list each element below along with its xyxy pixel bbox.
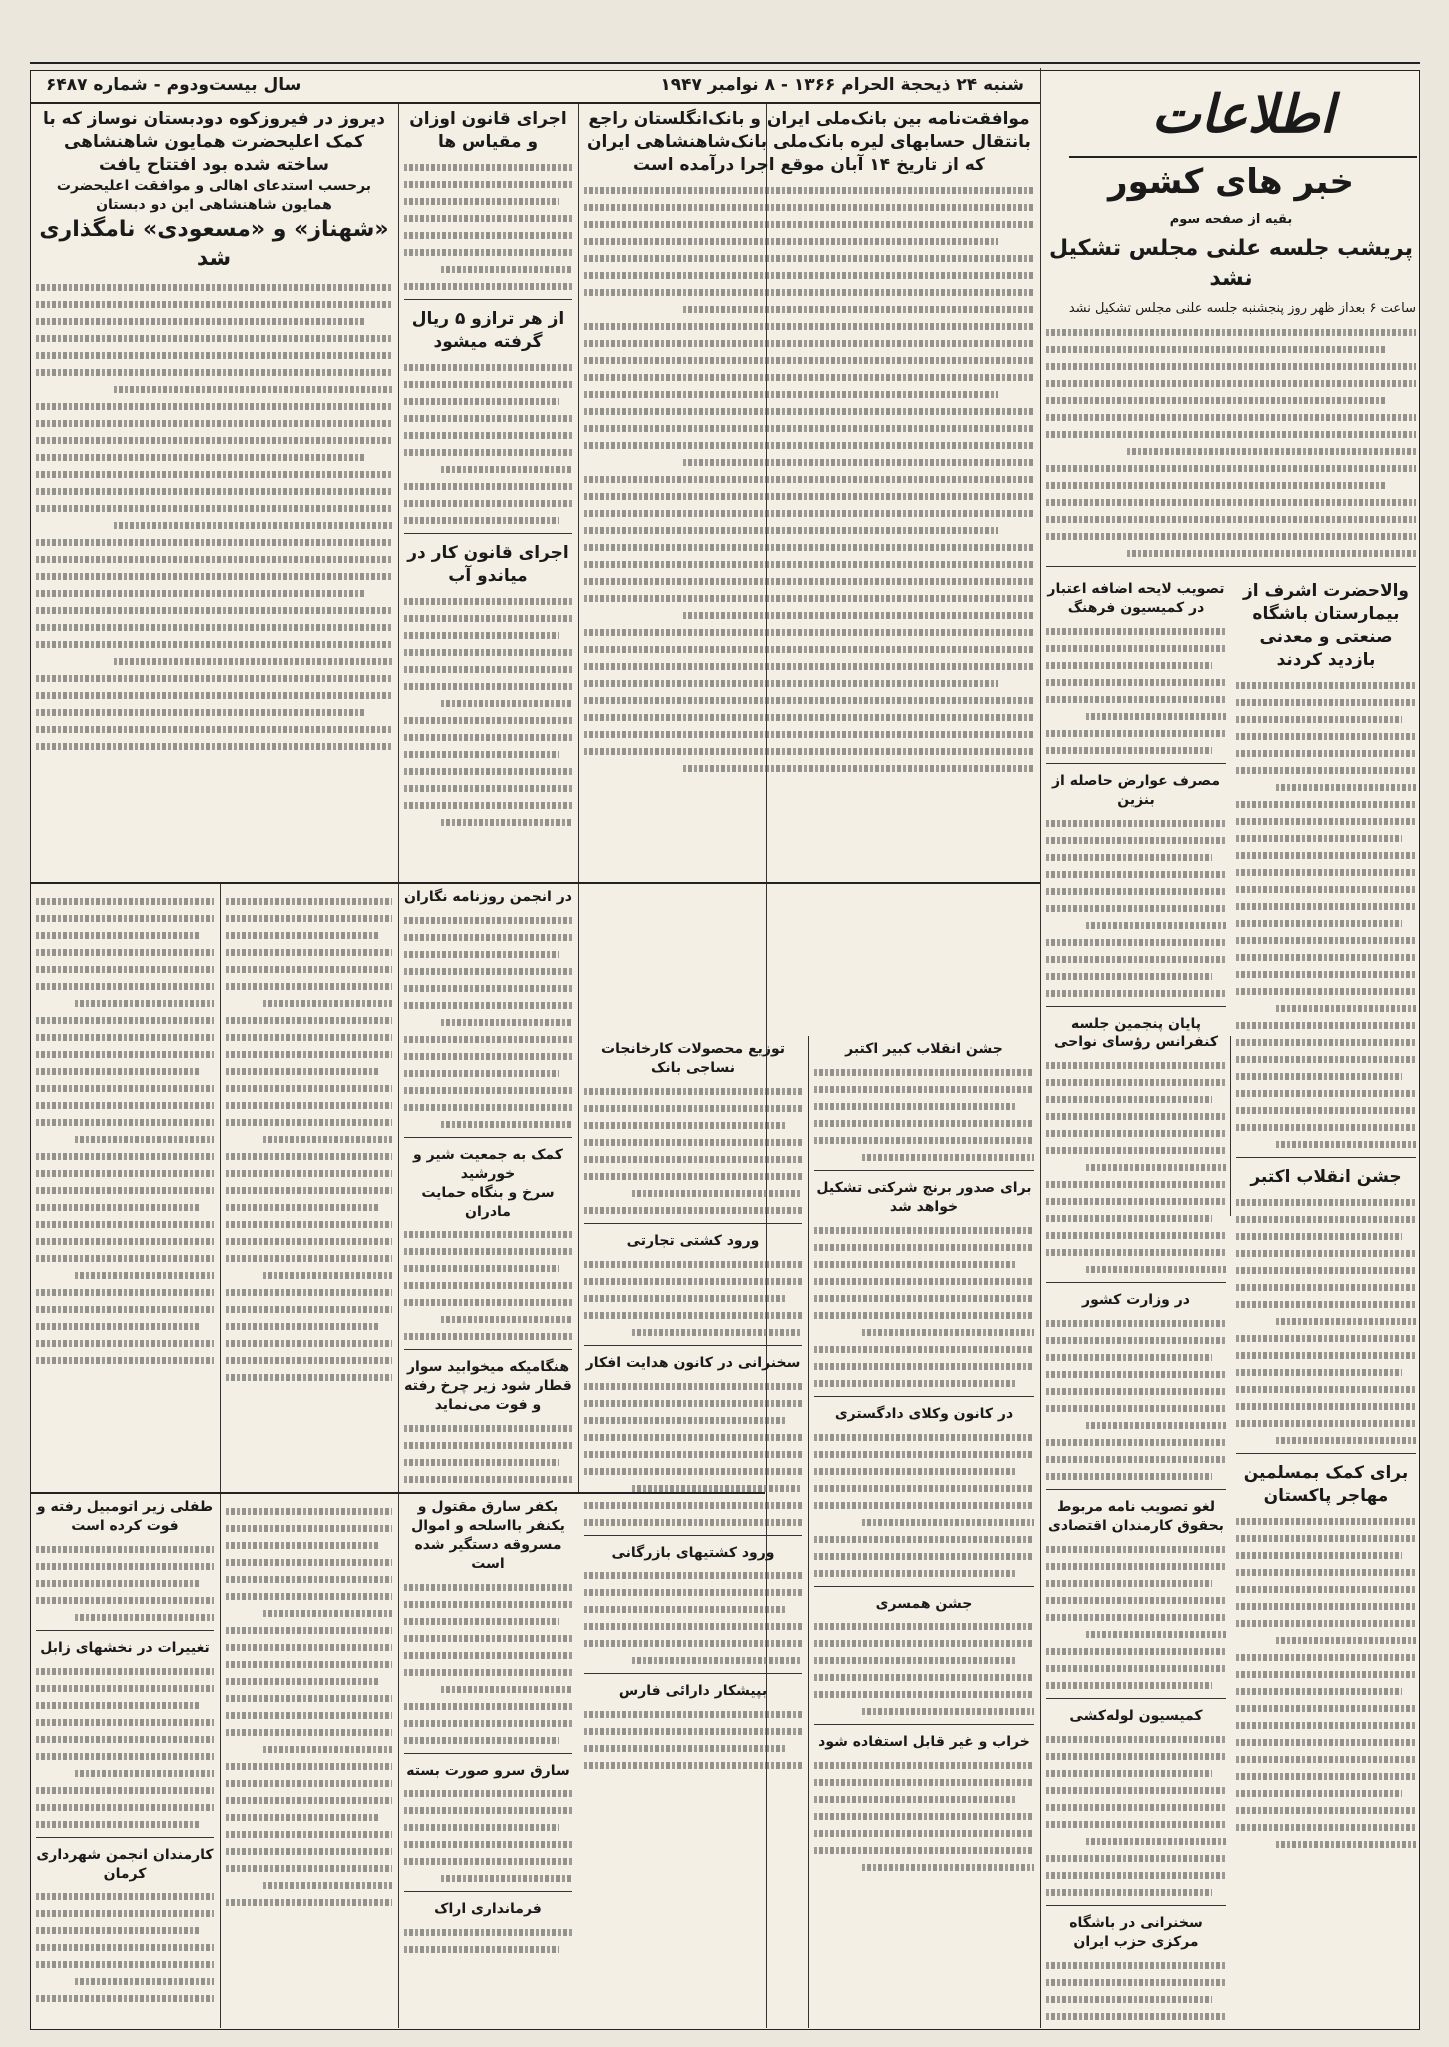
column-right-lower-b: [1046, 580, 1226, 2020]
column-divider: [578, 884, 579, 1492]
headline-mothers-aid: سرخ و بنگاه حمایت مادران: [421, 1184, 555, 1220]
article-salary-body: [1046, 1546, 1226, 1689]
column-mid-lower-a: [814, 1040, 1034, 2020]
headline-salary-decree: لغو تصویب نامه مربوط بحقوق کارمندان اقتصادی: [1048, 1499, 1224, 1535]
article-mothers-body: [404, 1231, 572, 1340]
column-left-bottom: [36, 1498, 214, 2018]
column-theft-b: [226, 1498, 392, 2018]
headline-scale-fee: از هر ترازو ۵ ریال گرفته میشود: [411, 308, 565, 352]
column-journalists: [404, 888, 572, 1488]
article-arak-body: [404, 1929, 572, 1953]
column-right-lower: [1236, 580, 1416, 2020]
article-culture-body: [1046, 628, 1226, 754]
headline-pakistan-aid: برای کمک بمسلمین مهاجر پاکستان: [1243, 1462, 1409, 1506]
headline-train-accident: هنگامیکه میخوابید سوار قطار شود زیر چرخ رفته و فوت می‌نماید: [404, 1359, 572, 1414]
headline-bank-agreement: موافقت‌نامه بین بانک‌ملی ایران و بانک‌انگلستان راجع بانتقال حسابهای لیره بانک‌ملی بانک‌شاهنشاهی ایران که از تاریخ ۱۴ آبان موقع اجرا درآمده است: [587, 109, 1031, 175]
article-lawyers-body: [814, 1434, 1034, 1577]
column-divider: [808, 1036, 809, 2028]
headline-school-names: «شهناز» و «مسعودی» نامگذاری شد: [39, 216, 389, 272]
article-train-body: [404, 1425, 572, 1483]
article-ashraf-body: [1236, 682, 1416, 1148]
headline-child-accident: طفلی زیر اتومبیل رفته و فوت کرده است: [36, 1499, 214, 1534]
headline-red-lion: کمک به جمعیت شیر و خورشید: [413, 1146, 563, 1182]
headline-pipeline: کمیسیون لوله‌کشی: [1069, 1708, 1203, 1725]
article-pipeline-body: [1046, 1736, 1226, 1896]
headline-firuzkuh-schools: دیروز در فیروزکوه دودبستان نوساز که با کمک اعلیحضرت همایون شاهنشاهی ساخته شده بود افتتاح یافت: [42, 109, 386, 175]
column-divider: [578, 104, 579, 882]
article-textile-body: [584, 1088, 802, 1214]
headline-thief-killed: بکفر سارق مقتول و یکنفر بااسلحه و اموال مسروقه دستگیر شده است: [411, 1499, 565, 1572]
article-gasoline-body: [1046, 820, 1226, 997]
headline-parliament: پریشب جلسه علنی مجلس تشکیل نشد: [1049, 235, 1413, 291]
column-firuzkuh: [36, 108, 392, 878]
article-child-body: [36, 1546, 214, 1621]
article-weights-body: [404, 164, 572, 290]
article-thief-body: [404, 1584, 572, 1744]
article-firuzkuh-body: [36, 284, 392, 750]
headline-fars-finance: بپیشکار دارائی فارس: [618, 1683, 768, 1700]
headline-rice-company: برای صدور برنج شرکتی تشکیل خواهد شد: [816, 1179, 1032, 1215]
article-labor-body: [404, 598, 572, 826]
section-rule: [30, 882, 1040, 884]
article-bank-body: [584, 187, 1034, 772]
headline-gasoline-fees: مصرف عوارض حاصله از بنزین: [1051, 772, 1221, 808]
article-journalists-body: [404, 917, 572, 1128]
continued-note: بقیه از صفحه سوم: [1169, 211, 1293, 227]
headline-october-revolution: جشن انقلاب اکتبر: [1250, 1166, 1402, 1187]
article-scale-body: [404, 364, 572, 524]
section-kicker: خبر های کشور: [1108, 162, 1354, 202]
headline-iran-party-speech: سخنرانی در باشگاه مرکزی حزب ایران: [1069, 1914, 1203, 1950]
headline-culture-budget: تصویب لایحه اضافه اعتبار در کمیسیون فرهنگ: [1047, 581, 1225, 616]
article-guidance-body: [584, 1383, 802, 1526]
headline-trade-ship: ورود کشتی تجارتی: [626, 1232, 760, 1249]
column-divider: [398, 104, 399, 2028]
article-october-body: [1236, 1199, 1416, 1444]
article-pakistan-body: [1236, 1518, 1416, 1848]
article-zabol-body: [36, 1668, 214, 1828]
column-firuzkuh-cont-b: [36, 888, 214, 1488]
headline-zabol-changes: تغییرات در نخشهای زابل: [40, 1639, 210, 1656]
article-parliament-body: [1046, 329, 1416, 557]
column-firuzkuh-cont: [226, 888, 392, 1488]
headline-arak-governorate: فرمانداری اراک: [434, 1901, 542, 1918]
masthead-title: اطلاعات: [1069, 72, 1417, 158]
headline-bound-thief: سارق سرو صورت بسته: [406, 1762, 570, 1779]
headline-interior-ministry: در وزارت کشور: [1082, 1292, 1190, 1309]
column-divider: [220, 884, 221, 2028]
headline-conference-end: پایان پنجمین جلسه کنفرانس رؤسای نواحی: [1054, 1015, 1218, 1051]
article-conference-body: [1046, 1062, 1226, 1273]
column-theft: [404, 1498, 572, 2018]
article-trade-ship-body: [584, 1261, 802, 1336]
headline-journalists: در انجمن روزنامه نگاران: [404, 889, 572, 905]
headline-october-jubilee: جشن انقلاب کبیر اکتبر: [845, 1041, 1003, 1057]
article-theft-continued: [226, 1508, 392, 1906]
article-iran-party-body: [1046, 1962, 1226, 2020]
headline-weights-law: اجرای قانون اوزان و مقیاس ها: [409, 109, 567, 152]
headline-ashraf-visit: والاحضرت اشرف از بیمارستان باشگاه صنعتی و معدنی بازدید کردند: [1242, 581, 1410, 670]
article-october-jubilee-body: [814, 1069, 1034, 1161]
article-merchant-body: [584, 1572, 802, 1664]
article-rice-body: [814, 1227, 1034, 1387]
article-firuzkuh-continued: [226, 898, 392, 1381]
article-firuzkuh-continued-b: [36, 898, 214, 1364]
headline-lawyers-center: در کانون وکلای دادگستری: [834, 1405, 1014, 1422]
headline-merchant-ships: ورود کشتیهای بازرگانی: [611, 1544, 775, 1561]
dateline: [30, 68, 1040, 104]
article-bound-thief-body: [404, 1790, 572, 1882]
headline-wedding: جشن همسری: [875, 1595, 973, 1612]
headline-guidance-speech: سخنرانی در کانون هدایت افکار: [585, 1354, 801, 1371]
article-wedding-body: [814, 1623, 1034, 1715]
headline-kerman-staff: کارمندان انجمن شهرداری کرمان: [36, 1846, 214, 1882]
article-kerman-body: [36, 1893, 214, 2002]
column-divider: [1040, 68, 1041, 2028]
headline-textile-distribution: توزیع محصولات کارخانجات نساجی بانک: [601, 1041, 785, 1076]
article-interior-body: [1046, 1320, 1226, 1480]
top-border: [30, 62, 1420, 64]
column-bank-agreement: [584, 108, 1034, 878]
article-parliament-lead: ساعت ۶ بعداز ظهر روز پنجشنبه جلسه علنی مجلس تشکیل نشد: [1068, 301, 1416, 317]
article-unusable-body: [814, 1762, 1034, 1871]
column-weights: [404, 108, 572, 878]
dateline-issue: سال بیست‌ودوم - شماره ۶۴۸۷: [46, 75, 302, 95]
headline-unusable: خراب و غیر قابل استفاده شود: [818, 1734, 1030, 1751]
subhead-naming: برحسب استدعای اهالی و موافقت اعلیحضرت همایون شاهنشاهی این دو دبستان: [56, 177, 372, 213]
article-fars-body: [584, 1711, 802, 1769]
headline-labor-law: اجرای قانون کار در میاندو آب: [407, 542, 569, 586]
column-mid-lower-b: [584, 1040, 802, 2020]
dateline-date: شنبه ۲۴ ذیحجة الحرام ۱۳۶۶ - ۸ نوامبر ۱۹۴۷: [660, 75, 1024, 95]
